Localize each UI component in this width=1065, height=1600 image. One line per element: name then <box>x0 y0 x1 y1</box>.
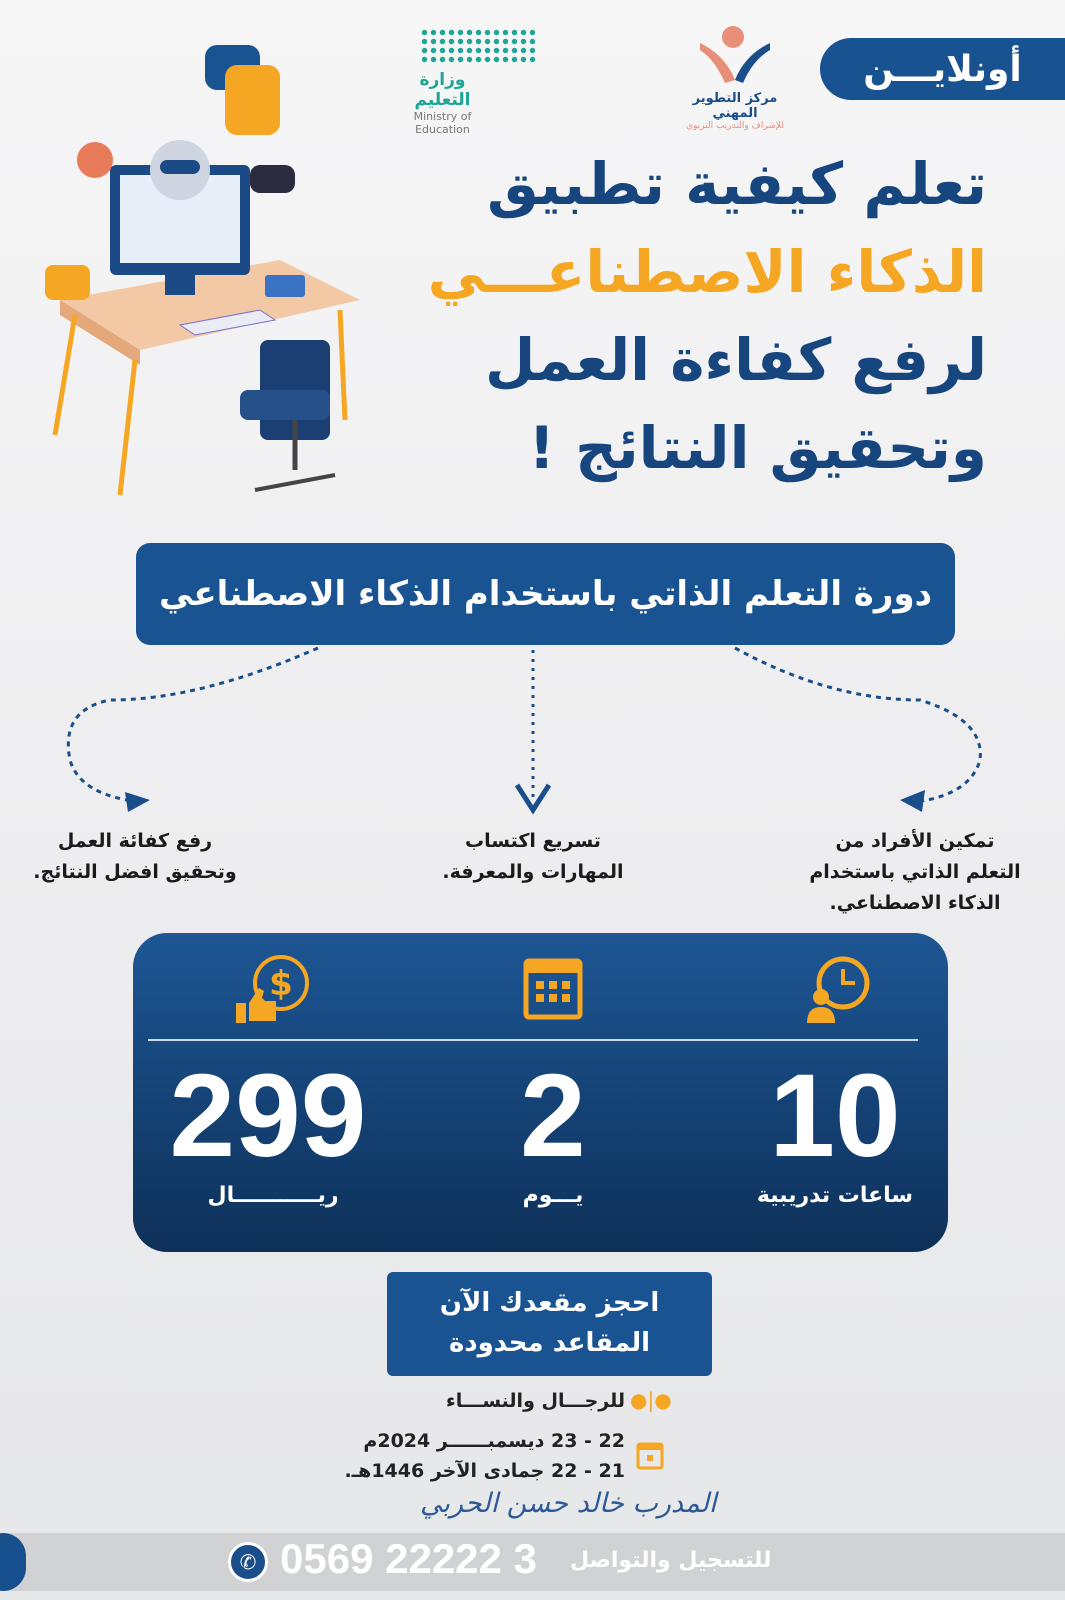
center-name: مركز التطوير المهني <box>692 91 778 121</box>
days-label: يـــوم <box>522 1183 584 1208</box>
ministry-of-education-logo <box>365 28 495 136</box>
arrow-left <box>68 648 318 802</box>
branch-arrows <box>0 640 1065 820</box>
cta-line-1: احجز مقعدك الآن <box>439 1288 660 1318</box>
professional-development-center-logo <box>680 25 790 131</box>
cta-line-2: المقاعد محدودة <box>448 1328 651 1358</box>
hours-value: 10 <box>769 1050 901 1182</box>
book-seat-button[interactable] <box>387 1272 712 1376</box>
price-value: 299 <box>169 1050 367 1182</box>
contact-label: للتسجيل والتواصل <box>570 1548 772 1573</box>
ai-desk-illustration <box>40 20 380 510</box>
stats-panel <box>133 933 948 1252</box>
goal-text: وتحقيق افضل النتائج. <box>33 861 237 883</box>
headline <box>428 140 987 492</box>
goal-text: رفع كفائة العمل <box>57 830 213 852</box>
audience-text: للرجـــال والنســـاء <box>446 1390 625 1412</box>
whatsapp-icon[interactable]: ✆ <box>228 1542 268 1582</box>
headline-line-1: تعلم كيفية تطبيق <box>487 150 987 218</box>
center-subtitle: للإشراف والتدريب التربوي <box>685 121 784 131</box>
trainer-signature: المدرب خالد حسن الحربي <box>420 1488 717 1519</box>
calendar-icon <box>523 953 583 1021</box>
course-title: دورة التعلم الذاتي باستخدام الذكاء الاصطناعي <box>158 574 933 614</box>
course-title-banner <box>136 543 955 645</box>
footer-tab <box>0 1533 26 1591</box>
money-thumbs-up-icon <box>231 948 316 1028</box>
men-women-icon: ●|● <box>630 1388 672 1412</box>
goal-empower <box>800 826 1030 919</box>
clock-person-icon <box>803 953 873 1023</box>
headline-line-4: وتحقيق النتائج ! <box>528 414 987 482</box>
phone-number[interactable]: 0569 22222 3 <box>280 1535 537 1582</box>
moe-arabic-name: وزارة التعليم <box>414 70 471 110</box>
moe-dots-mark <box>420 28 535 64</box>
calendar-small-icon <box>636 1440 664 1470</box>
arrow-right <box>735 648 980 802</box>
goal-text: تسريع اكتساب <box>465 830 601 852</box>
online-badge-label: أونلايـــن <box>863 48 1022 90</box>
price-label: ريـــــــــــال <box>207 1183 339 1208</box>
stats-divider <box>148 1039 918 1041</box>
goal-accelerate <box>418 826 648 888</box>
headline-line-2: الذكاء الاصطناعـــي <box>427 238 987 306</box>
online-badge <box>820 38 1065 100</box>
center-logo-mark <box>695 25 775 87</box>
goal-text: تمكين الأفراد من <box>835 830 995 852</box>
hours-label: ساعات تدريبية <box>756 1183 914 1208</box>
goal-text: الذكاء الاصطناعي. <box>829 892 1001 914</box>
gregorian-date: 22 - 23 ديسمبــــــر 2024م <box>363 1430 625 1452</box>
headline-line-3: لرفع كفاءة العمل <box>484 326 987 394</box>
goal-efficiency <box>20 826 250 888</box>
days-value: 2 <box>520 1050 586 1182</box>
svg-text:$: $ <box>269 964 293 1004</box>
goal-text: التعلم الذاتي باستخدام <box>809 861 1021 883</box>
goal-text: المهارات والمعرفة. <box>442 861 624 883</box>
hijri-date: 21 - 22 جمادى الآخر 1446هـ. <box>344 1460 625 1482</box>
moe-english-name: Ministry of Education <box>413 110 472 136</box>
